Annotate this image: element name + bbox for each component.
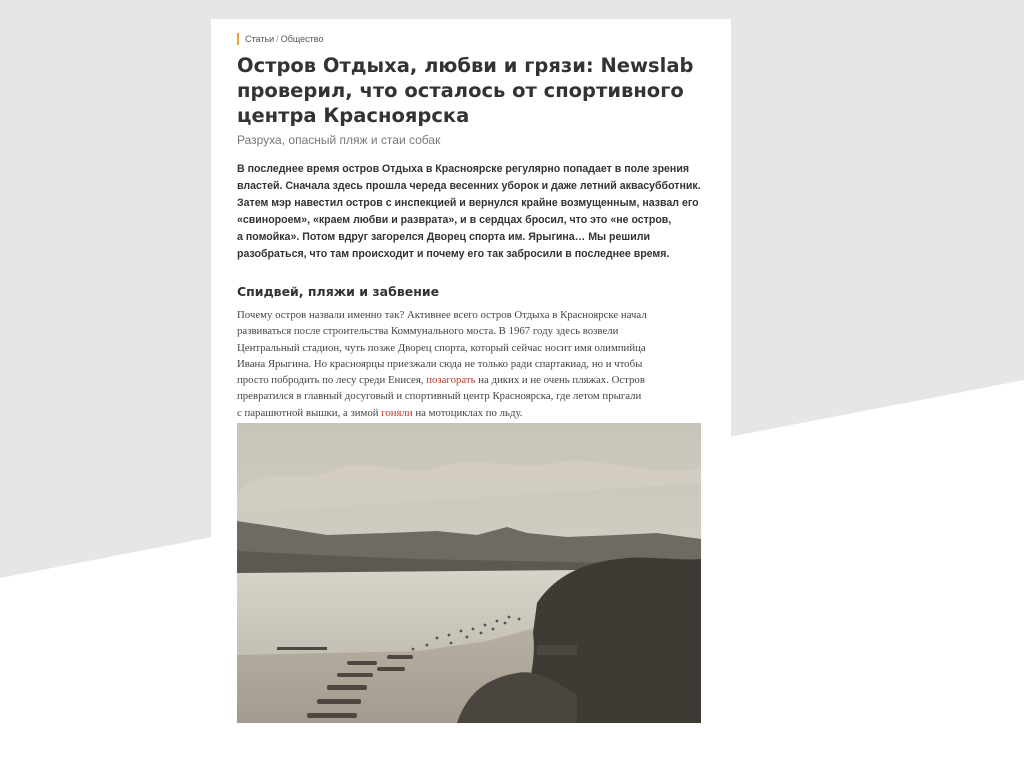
- body-line: Почему остров назвали именно так? Активнее всего остров Отдыха в Красноярске начал: [237, 309, 647, 321]
- breadcrumb-section-link[interactable]: Статьи: [245, 34, 275, 44]
- breadcrumb: [237, 33, 323, 45]
- article-lead: В последнее время остров Отдыха в Красноярске регулярно попадает в поле зрения властей. Сначала здесь прошла череда весенних уборок и даже летний аквасубботник. Затем мэр навестил остров с инспекцией и вернулся крайне возмущенным, назвал его «свинороем», «краем любви и разврата», и в сердцах бросил, что это «не остров, а помойка». Потом вдруг загорелся Дворец спорта им. Ярыгина… Мы решили разобраться, что там происходит и почему его так забросили в последнее время.: [237, 163, 701, 260]
- breadcrumb-category-link[interactable]: Общество: [280, 34, 324, 44]
- body-text-fragment: с парашютной вышки, а зимой: [237, 406, 382, 419]
- article-title: Остров Отдыха, любви и грязи: Newslab проверил, что осталось от спортивного центра Красноярска: [237, 54, 694, 127]
- body-line: [237, 372, 707, 388]
- body-text-fragment: просто побродить по лесу среди Енисея,: [237, 374, 427, 387]
- body-line: [237, 405, 707, 421]
- article-subtitle: Разруха, опасный пляж и стаи собак: [237, 133, 441, 147]
- breadcrumb-separator: /: [276, 34, 279, 44]
- historical-beach-photo: [237, 423, 701, 723]
- body-text-fragment: на мотоциклах по льду.: [412, 406, 523, 419]
- link-gonyali[interactable]: гоняли: [381, 406, 413, 419]
- body-line: развиваться после строительства Коммунального моста. В 1967 году здесь возвели: [237, 325, 619, 338]
- body-text-fragment: на диких и не очень пляжах. Остров: [475, 374, 645, 387]
- article-card: [211, 19, 731, 767]
- link-pozagorat[interactable]: позагорать: [426, 374, 476, 387]
- article-body: [237, 307, 707, 421]
- body-line: превратился в главный досуговый и спортивный центр Красноярска, где летом прыгали: [237, 390, 642, 403]
- body-line: Ивана Ярыгина. Но красноярцы приезжали сюда не только ради спартакиад, но и чтобы: [237, 357, 643, 370]
- body-line: Центральный стадион, чуть позже Дворец спорта, который сейчас носит имя олимпийца: [237, 341, 646, 354]
- section-heading: Спидвей, пляжи и забвение: [237, 284, 440, 299]
